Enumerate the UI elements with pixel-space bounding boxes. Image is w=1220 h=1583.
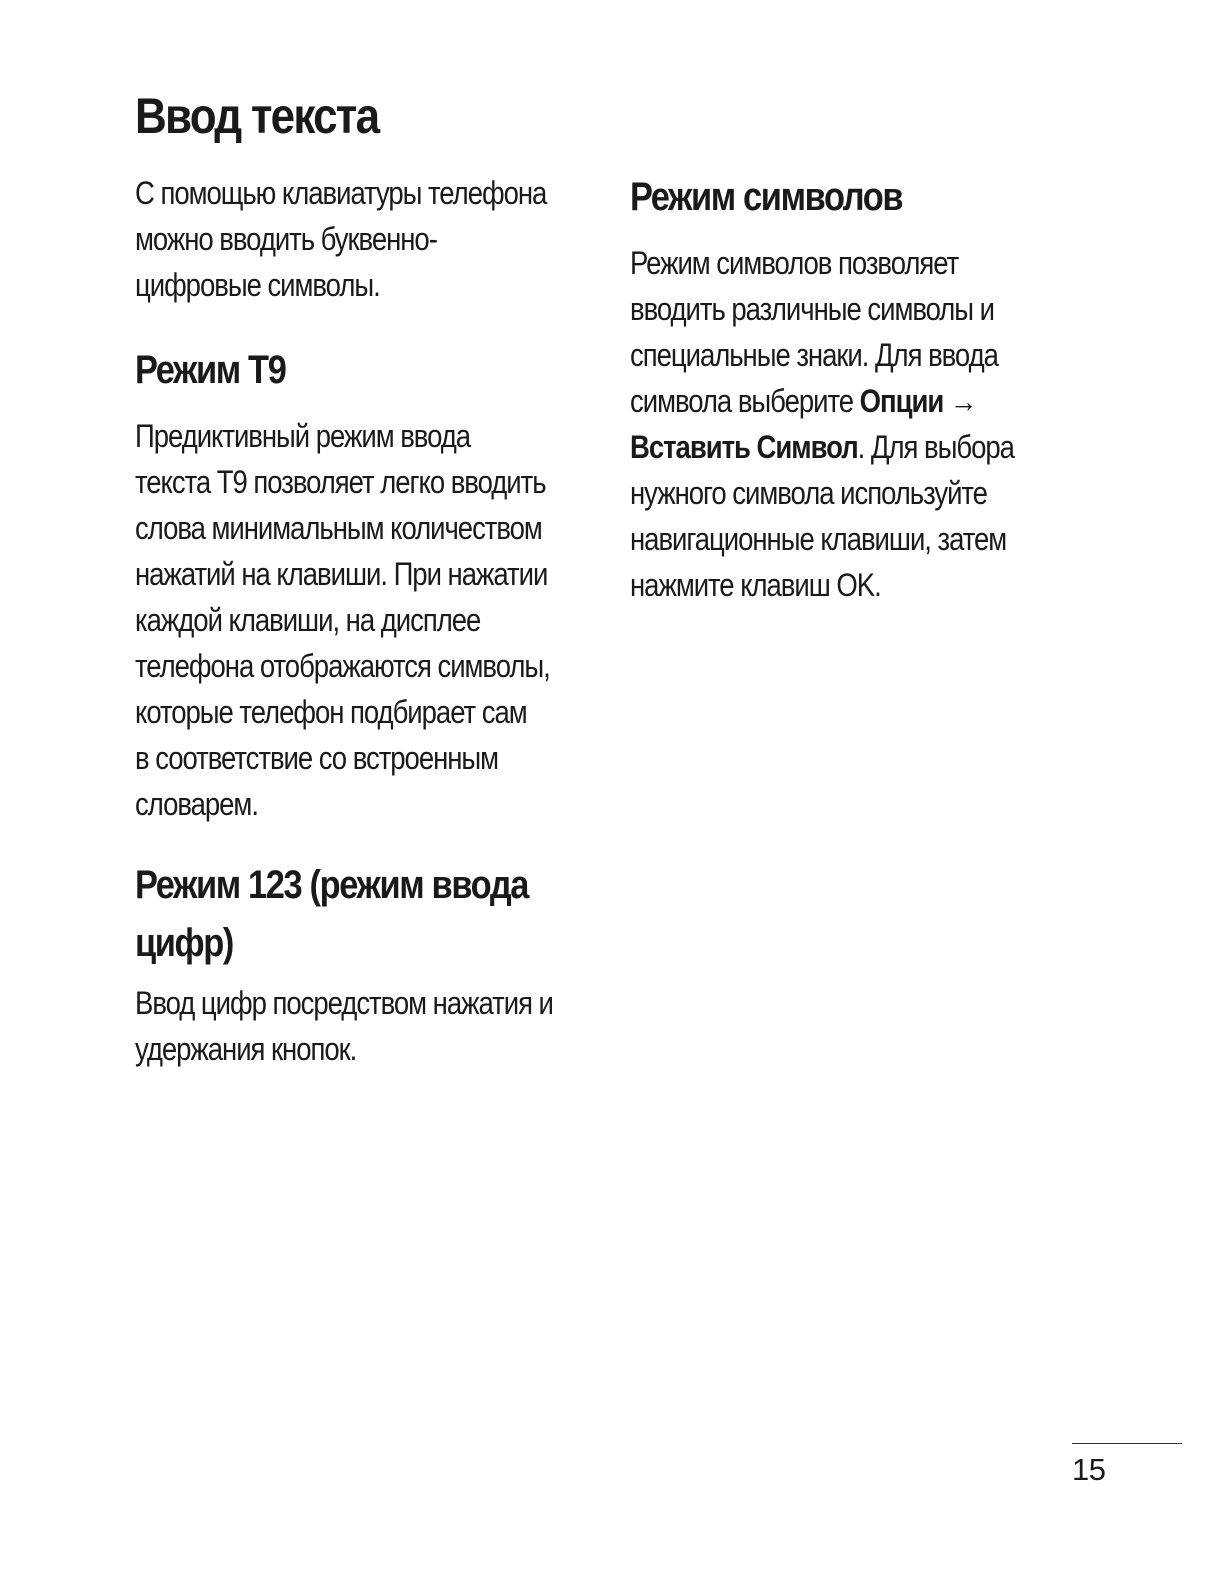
t9-line: каждой клавиши, на дисплее [135,602,481,638]
t9-line: словарем. [135,786,258,822]
t9-paragraph [135,413,605,827]
numeric-paragraph [135,980,605,1072]
t9-line: которые телефон подбирает сам [135,694,527,730]
t9-line: Предиктивный режим ввода [135,418,471,454]
t9-line: телефона отображаются символы, [135,648,550,684]
t9-line: в соответствие со встроенным [135,740,499,776]
symbols-heading: Режим символов [630,175,903,219]
symbols-line-text: символа выберите [630,383,860,419]
symbols-line: нужного символа используйте [630,475,987,511]
symbols-line [630,378,1069,424]
symbols-line-text: . Для выбора [857,429,1014,465]
numeric-section [135,856,605,972]
menu-path-options: Опции → [859,383,977,419]
t9-line: текста T9 позволяет легко вводить [135,464,546,500]
numeric-heading: Режим 123 (режим ввода [135,863,529,907]
symbols-line: вводить различные символы и [630,291,995,327]
symbols-line: нажмите клавиш OK. [630,567,881,603]
page-title: Ввод текста [135,88,379,144]
symbols-line: навигационные клавиши, затем [630,521,1007,557]
numeric-line: Ввод цифр посредством нажатия и [135,985,553,1021]
t9-heading: Режим T9 [135,348,286,392]
footer-divider [1072,1443,1182,1444]
page-number: 15 [1072,1452,1106,1487]
intro-line: С помощью клавиатуры телефона [135,175,547,211]
symbols-paragraph [630,240,1070,608]
symbols-line [630,424,1069,470]
t9-line: нажатий на клавиши. При нажатии [135,556,548,592]
t9-line: слова минимальным количеством [135,510,542,546]
intro-line: можно вводить буквенно- [135,221,437,257]
symbols-section [630,168,1070,226]
numeric-line: удержания кнопок. [135,1031,357,1067]
numeric-heading: цифр) [135,921,233,965]
intro-line: цифровые символы. [135,267,380,303]
menu-path-insert-symbol: Вставить Символ [630,429,858,465]
symbols-line: Режим символов позволяет [630,245,959,281]
intro-paragraph [135,170,605,308]
t9-section [135,341,605,399]
symbols-line: специальные знаки. Для ввода [630,337,998,373]
